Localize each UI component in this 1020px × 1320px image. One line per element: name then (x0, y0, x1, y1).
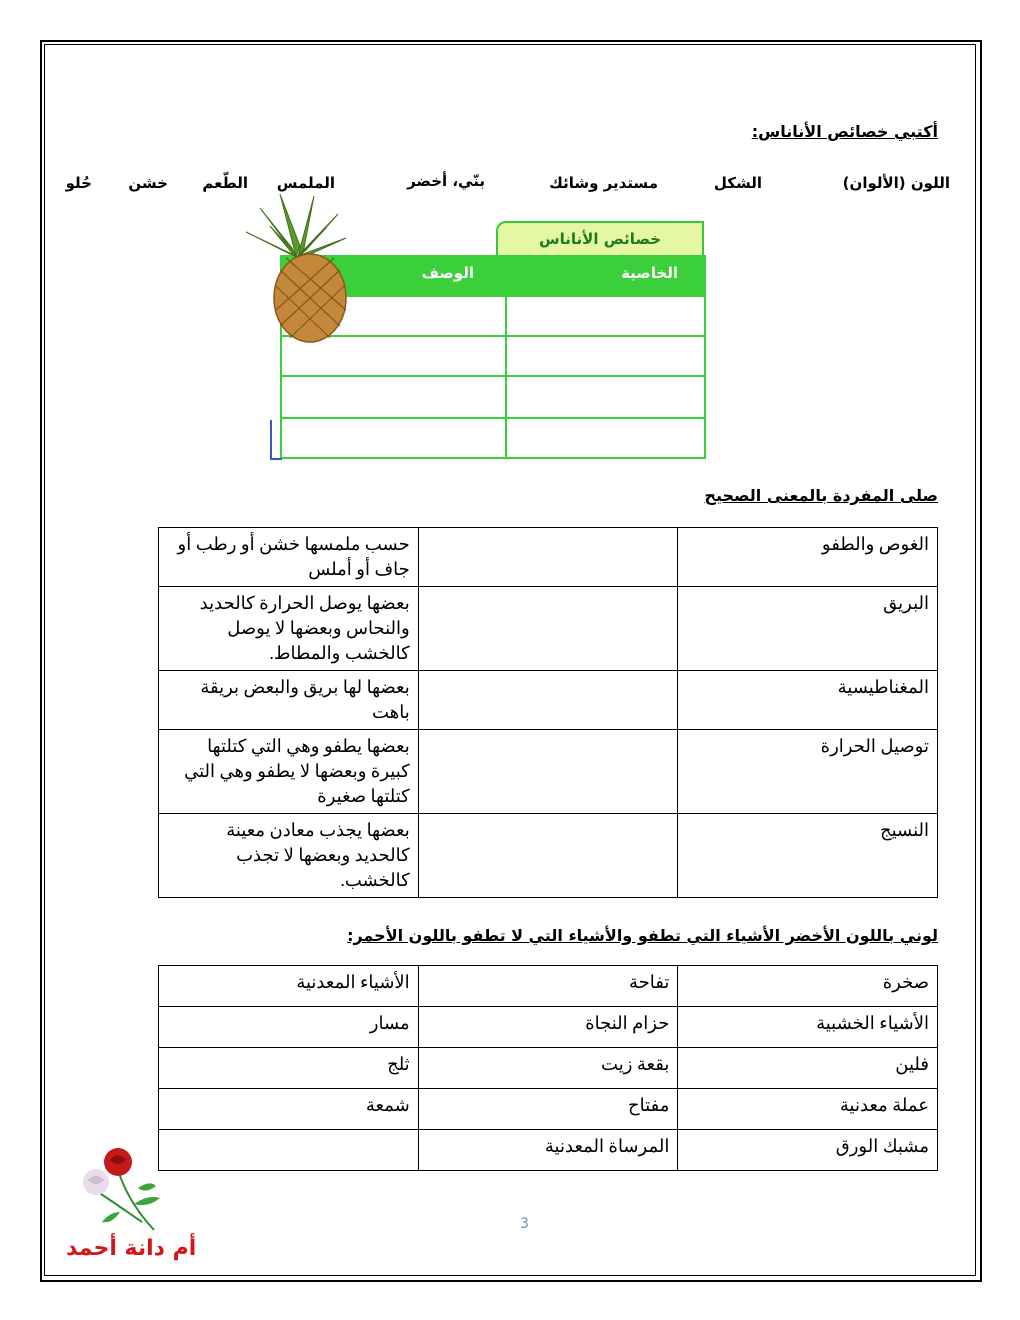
matching-table (158, 527, 938, 898)
object-cell[interactable]: بقعة زيت (418, 1048, 678, 1089)
page-number: 3 (520, 1216, 529, 1232)
word-bank-item: بنّي، أخضر (407, 172, 485, 190)
coloring-table (158, 965, 938, 1171)
object-cell[interactable]: حزام النجاة (418, 1007, 678, 1048)
section2-heading: صلى المفردة بالمعنى الصحيح (704, 486, 938, 505)
object-cell[interactable]: صخرة (678, 966, 938, 1007)
table-cell[interactable] (280, 375, 507, 419)
object-cell[interactable]: المرساة المعدنية (418, 1130, 678, 1171)
object-cell[interactable]: ثلج (159, 1048, 419, 1089)
pineapple-illustration (240, 186, 352, 344)
section1-heading: أكتبي خصائص الأناناس: (751, 122, 938, 141)
object-cell[interactable]: تفاحة (418, 966, 678, 1007)
table-row (159, 814, 938, 898)
table-cell[interactable] (505, 417, 706, 459)
table-row (159, 730, 938, 814)
term-cell: الغوص والطفو (678, 528, 938, 587)
rose-icon (76, 1142, 168, 1234)
blank-cell[interactable] (418, 528, 678, 587)
meaning-cell: بعضها يطفو وهي التي كتلتها كبيرة وبعضها لا يطفو وهي التي كتلتها صغيرة (159, 730, 419, 814)
meaning-cell: حسب ملمسها خشن أو رطب أو جاف أو أملس (159, 528, 419, 587)
blank-cell[interactable] (418, 671, 678, 730)
table-row (159, 1007, 938, 1048)
word-bank-item: حُلو (65, 174, 92, 192)
blank-cell[interactable] (418, 587, 678, 671)
object-cell[interactable]: مشبك الورق (678, 1130, 938, 1171)
table-cell[interactable] (505, 295, 706, 337)
word-bank-item: اللون (الألوان) (842, 174, 950, 192)
signature: أم دانة أحمد (66, 1236, 197, 1261)
table-row (159, 966, 938, 1007)
meaning-cell: بعضها يجذب معادن معينة كالحديد وبعضها لا تجذب كالخشب. (159, 814, 419, 898)
table-row (159, 528, 938, 587)
table-row (159, 1130, 938, 1171)
table-row (159, 1048, 938, 1089)
object-cell[interactable]: مفتاح (418, 1089, 678, 1130)
blank-cell[interactable] (418, 814, 678, 898)
table-cell[interactable] (505, 335, 706, 377)
header-property: الخاصية (621, 264, 678, 282)
divider (270, 458, 282, 460)
meaning-cell: بعضها يوصل الحرارة كالحديد والنحاس وبعضها لا يوصل كالخشب والمطاط. (159, 587, 419, 671)
blank-cell[interactable] (418, 730, 678, 814)
word-bank-item: الطّعم (202, 174, 248, 192)
object-cell[interactable]: عملة معدنية (678, 1089, 938, 1130)
table-row (159, 1089, 938, 1130)
term-cell: توصيل الحرارة (678, 730, 938, 814)
table-cell[interactable] (505, 375, 706, 419)
term-cell: المغناطيسية (678, 671, 938, 730)
divider (270, 420, 272, 460)
term-cell: البريق (678, 587, 938, 671)
object-cell[interactable]: الأشياء المعدنية (159, 966, 419, 1007)
word-bank-item: مستدير وشائك (549, 174, 658, 192)
table-row (159, 587, 938, 671)
object-cell[interactable] (159, 1130, 419, 1171)
pineapple-table-title: خصائص الأناناس (496, 221, 704, 255)
object-cell[interactable]: فلين (678, 1048, 938, 1089)
term-cell: النسيج (678, 814, 938, 898)
header-description: الوصف (421, 264, 474, 282)
word-bank-item: خشن (128, 174, 168, 192)
word-bank-item: الشكل (713, 174, 762, 192)
meaning-cell: بعضها لها بريق والبعض بريقة باهت (159, 671, 419, 730)
table-cell[interactable] (280, 417, 507, 459)
object-cell[interactable]: مسار (159, 1007, 419, 1048)
object-cell[interactable]: الأشياء الخشبية (678, 1007, 938, 1048)
section3-heading: لوني باللون الأخضر الأشياء التي تطفو والأشياء التي لا تطفو باللون الأحمر: (347, 926, 938, 945)
table-row (159, 671, 938, 730)
word-bank-item: الملمس (276, 174, 335, 192)
object-cell[interactable]: شمعة (159, 1089, 419, 1130)
